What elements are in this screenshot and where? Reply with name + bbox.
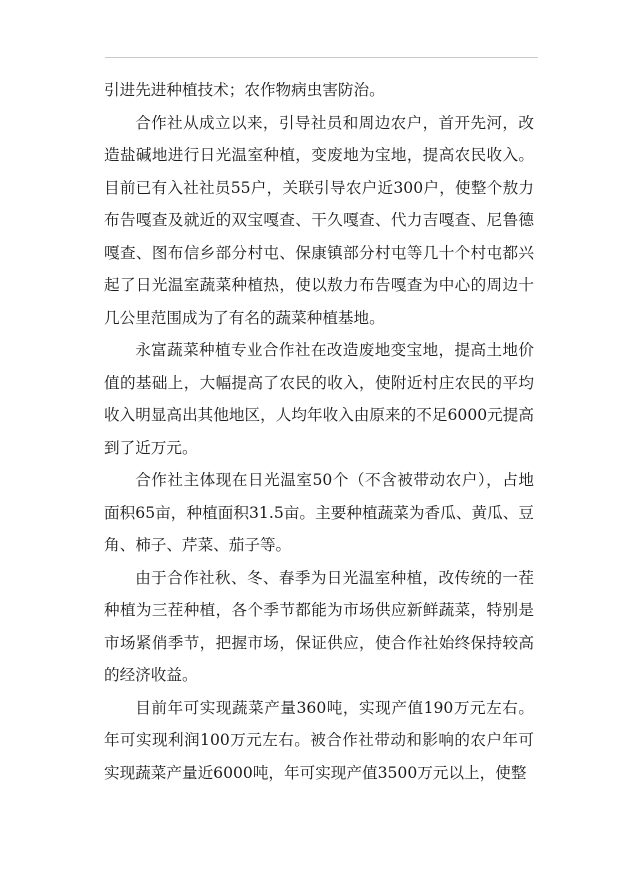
paragraph-cooperative-history: 合作社从成立以来，引导社员和周边农户，首开先河，改造盐碱地进行日光温室种植，变废地为宝地，提高农民收入。目前已有入社社员55户，关联引导农户近300户，使整个敖力布告嘎查及就近的双宝嘎查、干久嘎查、代力吉嘎查、尼鲁德嘎查、图布信乡部分村屯、保康镇部分村屯等几十个村屯都兴起了日光温室蔬菜种植热，使以敖力布告嘎查为中心的周边十几公里范围成为了有名的蔬菜种植基地。: [104, 113, 534, 327]
body-text: [104, 74, 534, 789]
header-rule: [105, 57, 538, 58]
paragraph-income-increase: 永富蔬菜种植专业合作社在改造废地变宝地，提高土地价值的基础上，大幅提高了农民的收入，使附近村庄农民的平均收入明显高出其他地区，人均年收入由原来的不足6000元提高到了近万元。: [104, 341, 534, 457]
paragraph-greenhouse-scale: 合作社主体现在日光温室50个（不含被带动农户），占地面积65亩，种植面积31.5亩。主要种植蔬菜为香瓜、黄瓜、豆角、柿子、芹菜、茄子等。: [104, 471, 534, 554]
paragraph-output-value: 目前年可实现蔬菜产量360吨，实现产值190万元左右。年可实现利润100万元左右。被合作社带动和影响的农户年可实现蔬菜产量近6000吨，年可实现产值3500万元以上，使整: [104, 698, 534, 782]
paragraph-planting-seasons: 由于合作社秋、冬、春季为日光温室种植，改传统的一茬种植为三茬种植，各个季节都能为市场供应新鲜蔬菜，特别是市场紧俏季节，把握市场，保证供应，使合作社始终保持较高的经济收益。: [104, 568, 534, 684]
paragraph-continuation: 引进先进种植技术；农作物病虫害防治。: [104, 81, 385, 99]
